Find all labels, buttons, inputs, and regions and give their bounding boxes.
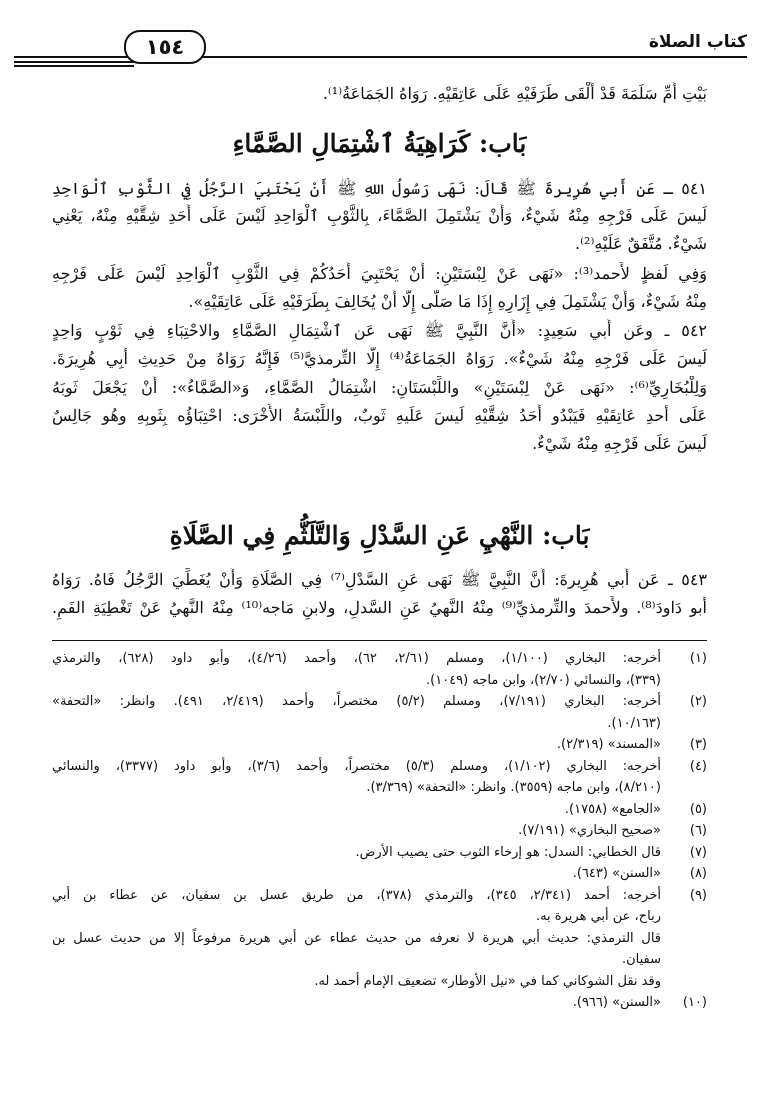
footnote-number: (٩) [689, 887, 707, 903]
book-title: كتاب الصلاة [648, 32, 747, 52]
footnote-number: (٧) [689, 844, 707, 860]
footnote-line: وقد نقل الشوكاني كما في «نيل الأوطار» تضعيف الإمام أحمد له. [314, 973, 661, 989]
footnote-line: «المسند» (٢/٣١٩). [556, 737, 661, 752]
footnote [52, 863, 707, 885]
footnote [52, 992, 707, 1014]
footnote [52, 820, 707, 842]
footnote [52, 756, 707, 799]
footnote [52, 734, 707, 756]
header-rule-double-bottom [14, 65, 134, 67]
footnote-line: (٣٣٩)، والنسائي (٢/٧٠)، وابن ماجه (١٠٤٩). [426, 672, 661, 688]
text-line: لَيسَ عَلَى فَرْجِهِ مِنْهُ شَيْءٌ». رَوَاهُ الجَمَاعَةُ⁽⁴⁾ إِلَّا التِّرمذيَّ⁽⁵⁾ فَإِنَّهُ رَوَاهُ مِنْ حَدِيثِ أَبِي هُرِيرَةَ. [52, 349, 707, 368]
footnote-line: أخرجه: البخاري (٧/١٩١)، ومسلم (٥/٢) مختصراً، وأحمد (٢/٤١٩، ٤٩١). وانظر: «التحفة» [52, 694, 661, 709]
header-rule [14, 56, 747, 58]
text-line: وَفِي لَفظٍ لأَحمد⁽³⁾: «نَهَى عَنْ لِبْسَتَيْنِ: أَنْ يَحْتَبِيَ أَحَدُكُمْ فِي الثَّوْبِ ٱلْوَاحِدِ لَيْسَ عَلَى فَرْجِهِ [52, 264, 707, 283]
page-header [14, 30, 747, 70]
footnote-line: أخرجه: البخاري (١/١٠٢)، ومسلم (٥/٣) مختصراً، وأحمد (٣/٦)، وأبو داود (٣٣٧٧)، والنسائي [52, 758, 661, 774]
footnote-line: «السنن» (٦٤٣). [572, 866, 661, 881]
chapter-heading: بَاب: كَرَاهِيَةُ ٱشْتِمَالِ الصَّمَّاءِ [232, 129, 527, 158]
footnotes [52, 648, 707, 1014]
footnote-line: أخرجه: البخاري (١/١٠٠)، ومسلم (٢/٦١، ٦٢)، وأحمد (٤/٢٦)، وأبو داود (٦٢٨)، والترمذي [52, 651, 661, 666]
footnote-number: (٨) [689, 866, 707, 881]
footnote-line: (٨/٢١٠)، وابن ماجه (٣٥٥٩). وانظر: «التحفة» (٣/٣٦٩). [366, 780, 661, 795]
footnote [52, 648, 707, 691]
footnote-number: (٣) [689, 737, 707, 752]
footnote-line: «السنن» (٩٦٦). [572, 995, 661, 1010]
text-line: بَيْتِ أُمِّ سَلَمَةَ قَدْ أَلْقَى طَرَفَيْهِ عَلَى عَاتِقَيْهِ. رَوَاهُ الجَمَاعَةُ⁽¹⁾. [322, 84, 707, 103]
footnote-rule [52, 640, 707, 641]
hadith-541-line: ٥٤١ ـ عَن أَبي هُرِيرةَ ﷺ قَالَ: نَهَى رَسُولُ اللهِ ﷺ أَنْ يَحْتَبِيَ الرَّجُلُ فِي الثَّوْبِ ٱلْوَاحِدِ [52, 179, 707, 198]
text-line: وَلِلْبُخَارِيِّ⁽⁶⁾: «نَهَى عَنْ لِبْسَتَيْنِ» واللِّبْسَتَانِ: اشْتِمَالُ الصَّمَّاءِ، وَ«الصَّمَّاءُ»: أَنْ يَجْعَلَ ثَوبَهُ [52, 378, 707, 397]
text-line: شَيْءٌ. مُتَّفَقٌ عَلَيْهِ⁽²⁾. [575, 234, 707, 253]
footnote-line: قال الترمذي: حديث أبي هريرة لا نعرفه من حديث عطاء عن أبي هريرة مرفوعاً إلا من حديث عسل بن [52, 930, 661, 946]
footnote-line: «صحيح البخاري» (٧/١٩١). [518, 823, 661, 838]
footnote [52, 842, 707, 864]
footnote-line: «الجامع» (١٧٥٨). [564, 801, 661, 817]
footnote [52, 799, 707, 821]
footnote-number: (٢) [689, 694, 707, 709]
chapter-heading: بَاب: النَّهْيِ عَنِ السَّدْلِ وَالتَّلَثُّمِ فِي الصَّلَاةِ [169, 521, 590, 550]
hadith-542-line: ٥٤٢ ـ وعَن أَبي سَعِيدٍ: «أَنَّ النَّبِيَّ ﷺ نَهَى عَن ٱشْتِمَالِ الصَّمَّاءِ والاحْتِبَاءِ فِي ثَوْبٍ وَاحِدٍ [52, 321, 707, 340]
text-line: عَلَى أحدِ عَاتِقَيْهِ فَيَبْدُو أَحَدُ شِقَّيْهِ لَيسَ عَلَيهِ ثَوبٌ، واللِّبْسَةُ الأُخْرَى: احْتِبَاؤُه بِثَوبِهِ وهُو جَالِسٌ [52, 406, 707, 425]
footnote-line: سفيان. [621, 952, 661, 967]
text-line: أَبو دَاودَ⁽⁸⁾. ولأَحمدَ والتِّرمذيِّ⁽⁹⁾ مِنْهُ النَّهيُ عَنِ السَّدلِ، ولابنِ مَاجه⁽¹⁰⁾ مِنْهُ النَّهيُ عَنْ تَغْطِيَةِ الفَمِ. [52, 598, 707, 617]
footnote-number: (١٠) [682, 995, 707, 1010]
header-rule-double-top [14, 61, 134, 63]
footnote-line: (١٠/١٦٣). [607, 715, 661, 731]
footnote-line: قال الخطابي: السدل: هو إرخاء الثوب حتى يصيب الأرض. [355, 844, 661, 860]
footnote-number: (١) [689, 651, 707, 666]
text-line: لَيسَ عَلَى فَرْجِهِ مِنْهُ شَيْءٌ، وَأَنْ يَشْتَمِلَ الصَّمَّاءَ، بِالثَّوْبِ ٱلْوَاحِدِ لَيْسَ عَلَى أَحَدِ شِقَّيْهِ مِنْهُ، يَعْنِي [52, 206, 707, 225]
hadith-543-line: ٥٤٣ ـ عَن أَبي هُرِيرةَ: أَنَّ النَّبِيَّ ﷺ نَهَى عَنِ السَّدْلِ⁽⁷⁾ فِي الصَّلَاةِ وَأَنْ يُغَطِّيَ الرَّجُلُ فَاهُ. رَوَاهُ [52, 570, 707, 589]
footnote-number: (٤) [689, 758, 707, 774]
text-line: مِنْهُ شَيْءٌ، وَأَنْ يَشْتَمِلَ فِي إِزَارِهِ إِذَا مَا صَلَّى إِلَّا أَنْ يُخَالِفَ بِطَرَفَيْهِ عَلَى عَاتِقَيْهِ». [188, 292, 707, 311]
text-line: لَيسَ عَلَى فَرْجِهِ مِنْهُ شَيْءٌ. [532, 434, 707, 453]
footnote-number: (٥) [689, 801, 707, 817]
footnote-number: (٦) [689, 823, 707, 838]
footnote-line: رباح، عن أبي هريرة به. [535, 909, 661, 924]
footnote-line: أخرجه: أحمد (٢/٣٤١، ٣٤٥)، والترمذي (٣٧٨)، من طريق عسل بن سفيان، عن عطاء بن أبي [52, 887, 661, 903]
page-number: ١٥٤ [124, 30, 206, 64]
footnote [52, 691, 707, 734]
footnote [52, 885, 707, 993]
